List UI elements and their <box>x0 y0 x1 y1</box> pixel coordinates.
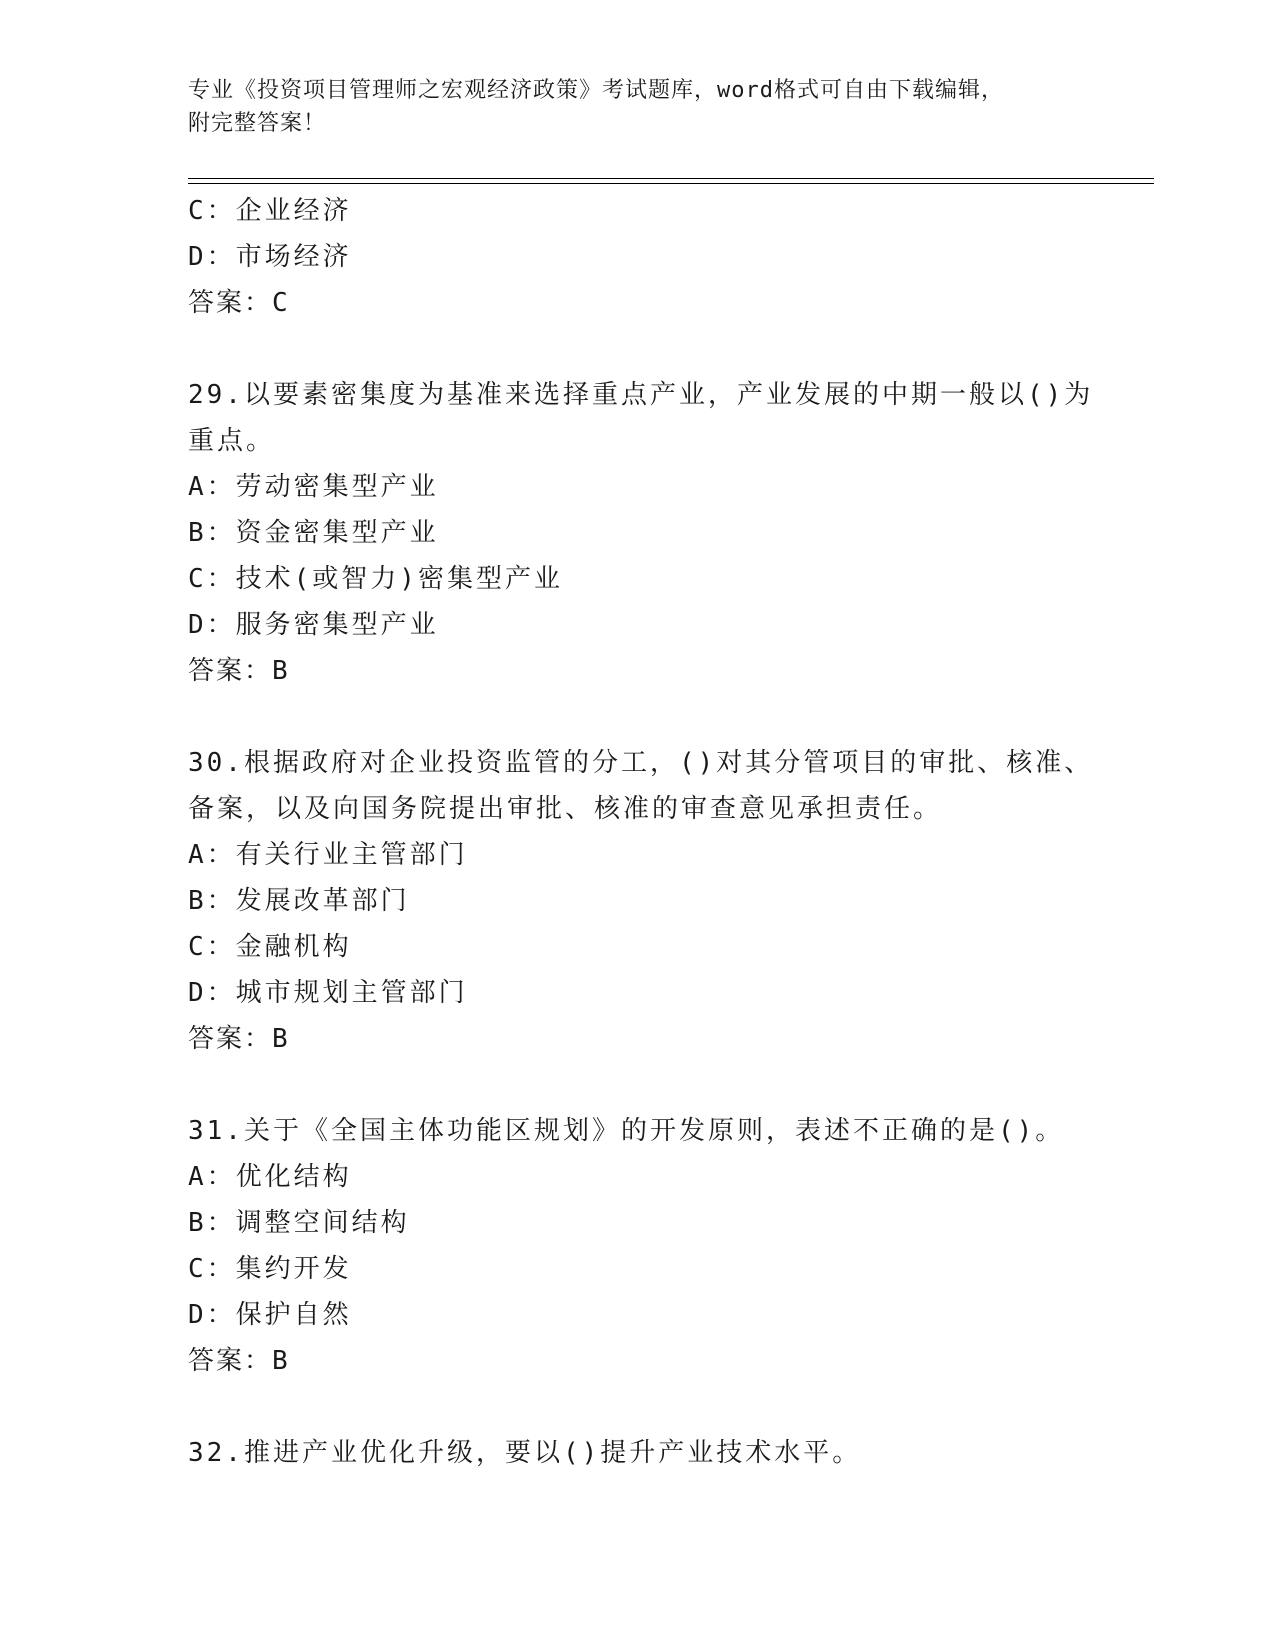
option-line: C：集约开发 <box>188 1254 352 1284</box>
answer-value: B <box>272 656 288 686</box>
option-line: D：服务密集型产业 <box>188 610 439 640</box>
answer-line <box>188 648 1108 694</box>
option-line: D：市场经济 <box>188 242 352 272</box>
answer-label: 答案： <box>188 1346 273 1376</box>
option-line: A：有关行业主管部门 <box>188 840 468 870</box>
option-line: C：技术(或智力)密集型产业 <box>188 564 563 594</box>
header-line-2: 附完整答案！ <box>188 111 327 136</box>
question-stem-line: 30.根据政府对企业投资监管的分工，()对其分管项目的审批、核准、 <box>188 748 1094 778</box>
option-line: B：资金密集型产业 <box>188 518 439 548</box>
question-item <box>188 1108 1108 1384</box>
answer-label: 答案： <box>188 288 273 318</box>
question-stem-line: 29.以要素密集度为基准来选择重点产业，产业发展的中期一般以()为 <box>188 380 1094 410</box>
option-line: B：发展改革部门 <box>188 886 410 916</box>
answer-value: C <box>272 288 288 318</box>
option-line: C：企业经济 <box>188 196 352 226</box>
answer-value: B <box>272 1346 288 1376</box>
question-stem-line: 重点。 <box>188 426 276 456</box>
question-list <box>188 188 1108 1476</box>
question-stem-line: 备案，以及向国务院提出审批、核准的审查意见承担责任。 <box>188 794 943 824</box>
answer-label: 答案： <box>188 656 273 686</box>
answer-line <box>188 280 1108 326</box>
answer-value: B <box>272 1024 288 1054</box>
answer-label: 答案： <box>188 1024 273 1054</box>
question-item <box>188 372 1108 694</box>
option-line: A：劳动密集型产业 <box>188 472 439 502</box>
page-header <box>188 74 1088 140</box>
option-line: C：金融机构 <box>188 932 352 962</box>
option-line: B：调整空间结构 <box>188 1208 410 1238</box>
answer-line <box>188 1338 1108 1384</box>
question-item <box>188 1430 1108 1476</box>
header-divider-top <box>188 178 1154 179</box>
question-item <box>188 740 1108 1062</box>
option-line: A：优化结构 <box>188 1162 352 1192</box>
option-line: D：保护自然 <box>188 1300 352 1330</box>
question-stem-line: 31.关于《全国主体功能区规划》的开发原则，表述不正确的是()。 <box>188 1116 1065 1146</box>
option-line: D：城市规划主管部门 <box>188 978 468 1008</box>
carryover-block <box>188 188 1108 326</box>
header-line-1: 专业《投资项目管理师之宏观经济政策》考试题库，word格式可自由下载编辑， <box>188 78 1004 103</box>
header-divider-bottom <box>188 183 1154 184</box>
answer-line <box>188 1016 1108 1062</box>
question-stem-line: 32.推进产业优化升级，要以()提升产业技术水平。 <box>188 1438 862 1468</box>
